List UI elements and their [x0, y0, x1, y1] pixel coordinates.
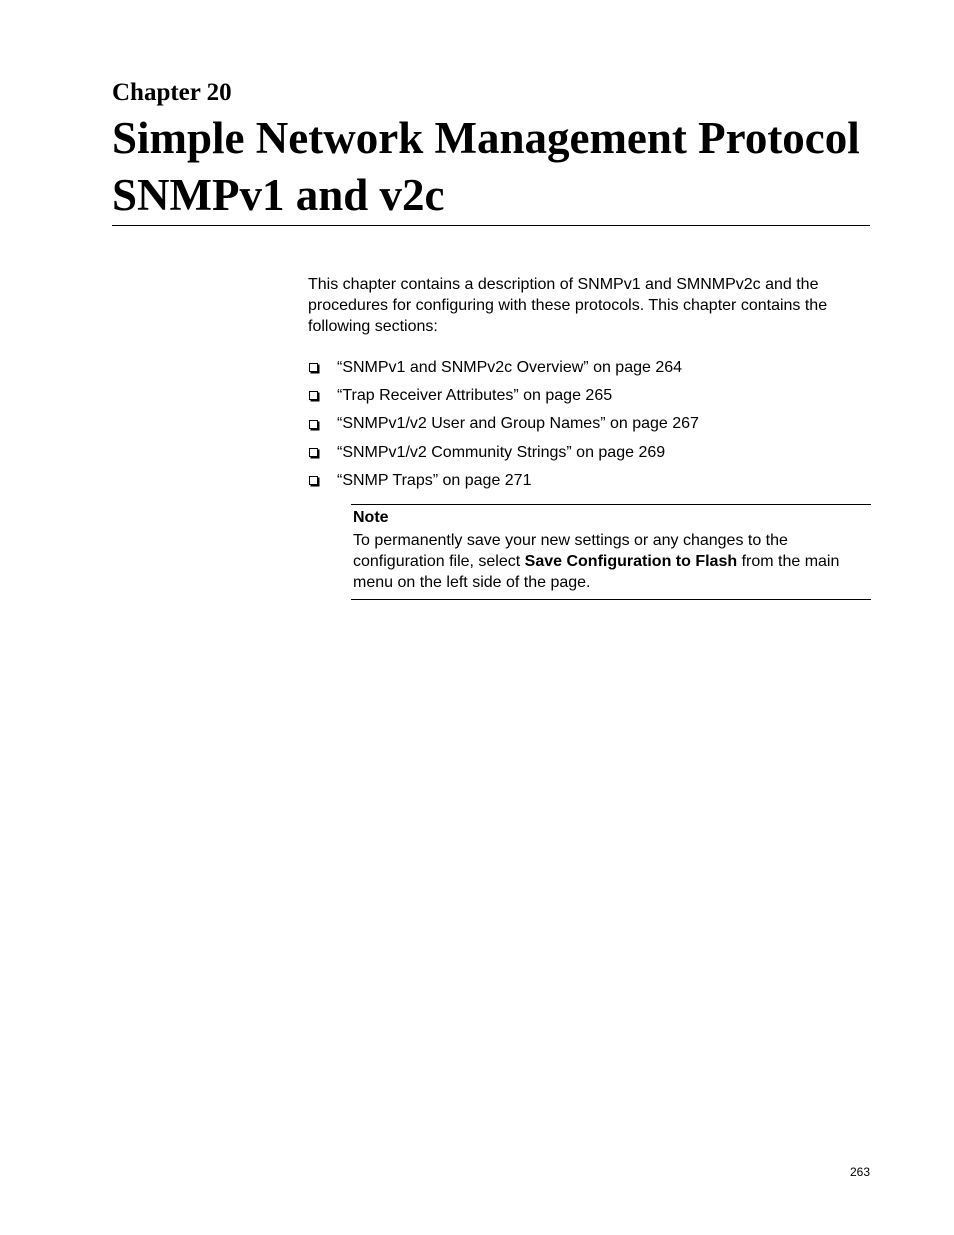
note-text — [353, 530, 871, 593]
section-list-item[interactable] — [308, 353, 871, 381]
chapter-title-line-1: Simple Network Management Protocol — [112, 113, 860, 163]
chapter-content — [308, 274, 871, 494]
checkbox-bullet-icon — [308, 447, 337, 457]
title-divider — [112, 225, 870, 226]
intro-paragraph: This chapter contains a description of SNMPv1 and SMNMPv2c and the procedures for configuring with these protocols. This chapter contains the following sections: — [308, 276, 828, 335]
note-menu-option: Save Configuration to Flash — [524, 553, 738, 570]
note-text-start: To permanently save your new settings or any changes to the configuration file, select — [353, 532, 788, 570]
section-list-item[interactable] — [308, 410, 871, 438]
section-list-item[interactable] — [308, 466, 871, 494]
section-link[interactable]: “SNMPv1/v2 Community Strings” on page 269 — [337, 443, 666, 461]
checkbox-bullet-icon — [308, 390, 337, 400]
section-link[interactable]: “SNMP Traps” on page 271 — [337, 471, 532, 489]
section-link[interactable]: “Trap Receiver Attributes” on page 265 — [337, 386, 613, 404]
checkbox-bullet-icon — [308, 475, 337, 485]
section-link[interactable]: “SNMPv1/v2 User and Group Names” on page 267 — [337, 415, 699, 433]
checkbox-bullet-icon — [308, 362, 337, 372]
section-list-item[interactable] — [308, 381, 871, 409]
note-heading: Note — [353, 509, 389, 526]
chapter-label: Chapter 20 — [112, 79, 232, 106]
page-number: 263 — [849, 1165, 870, 1179]
note-box — [351, 504, 871, 600]
note-text-end: from the main menu on the left side of the page. — [353, 553, 840, 591]
chapter-title-line-2: SNMPv1 and v2c — [112, 170, 445, 220]
checkbox-bullet-icon — [308, 419, 337, 429]
section-link[interactable]: “SNMPv1 and SNMPv2c Overview” on page 264 — [337, 358, 683, 376]
chapter-title — [112, 110, 872, 224]
section-list — [308, 353, 871, 494]
section-list-item[interactable] — [308, 438, 871, 466]
